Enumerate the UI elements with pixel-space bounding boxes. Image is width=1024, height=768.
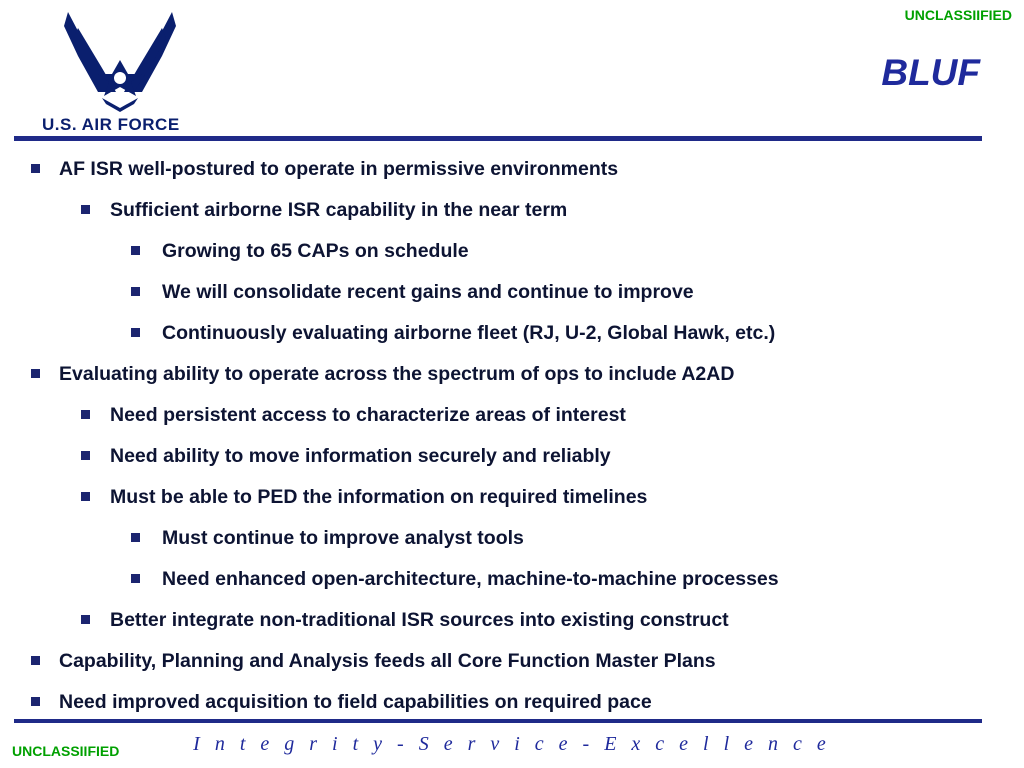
bullet-list [0, 149, 1024, 723]
bullet-text: Must be able to PED the information on required timelines [110, 486, 648, 508]
bullet-item-level-3 [0, 559, 1024, 600]
square-bullet-icon [31, 369, 40, 378]
bullet-text: AF ISR well-postured to operate in permissive environments [59, 158, 619, 180]
bullet-item-level-2 [0, 477, 1024, 518]
bullet-item-level-3 [0, 518, 1024, 559]
bullet-item-level-1 [0, 354, 1024, 395]
square-bullet-icon [131, 246, 140, 255]
slide-title: BLUF [881, 52, 980, 93]
bullet-text: Growing to 65 CAPs on schedule [162, 240, 469, 262]
bullet-item-level-2 [0, 395, 1024, 436]
square-bullet-icon [131, 328, 140, 337]
square-bullet-icon [81, 615, 90, 624]
bullet-text: Better integrate non-traditional ISR sources into existing construct [110, 609, 729, 631]
bullet-text: Need enhanced open-architecture, machine-to-machine processes [162, 568, 779, 590]
square-bullet-icon [131, 533, 140, 542]
bullet-text: Continuously evaluating airborne fleet (RJ, U-2, Global Hawk, etc.) [162, 322, 776, 344]
bullet-text: Sufficient airborne ISR capability in the near term [110, 199, 568, 221]
square-bullet-icon [31, 656, 40, 665]
bullet-text: Must continue to improve analyst tools [162, 527, 524, 549]
bullet-item-level-1 [0, 682, 1024, 723]
air-force-wordmark: U.S. AIR FORCE [42, 115, 180, 134]
square-bullet-icon [31, 164, 40, 173]
square-bullet-icon [31, 697, 40, 706]
square-bullet-icon [131, 574, 140, 583]
footer-divider [14, 719, 982, 723]
bullet-text: Need ability to move information securely and reliably [110, 445, 611, 467]
bullet-text: Capability, Planning and Analysis feeds all Core Function Master Plans [59, 650, 716, 672]
footer-motto: I n t e g r i t y - S e r v i c e - E x c e l l e n c e [193, 733, 831, 755]
bullet-item-level-2 [0, 436, 1024, 477]
bullet-item-level-3 [0, 313, 1024, 354]
bullet-item-level-2 [0, 190, 1024, 231]
bullet-item-level-3 [0, 231, 1024, 272]
bullet-text: Evaluating ability to operate across the spectrum of ops to include A2AD [59, 363, 735, 385]
square-bullet-icon [131, 287, 140, 296]
bullet-text: Need persistent access to characterize areas of interest [110, 404, 626, 426]
classification-marking-bottom: UNCLASSIIFIED [12, 743, 120, 759]
square-bullet-icon [81, 492, 90, 501]
header-divider [14, 136, 982, 141]
square-bullet-icon [81, 451, 90, 460]
bullet-item-level-1 [0, 149, 1024, 190]
bullet-text: Need improved acquisition to field capabilities on required pace [59, 691, 652, 713]
bullet-item-level-1 [0, 641, 1024, 682]
bullet-text: We will consolidate recent gains and continue to improve [162, 281, 694, 303]
air-force-logo-icon [42, 8, 198, 132]
bullet-item-level-2 [0, 600, 1024, 641]
classification-marking-top: UNCLASSIIFIED [904, 7, 1012, 23]
square-bullet-icon [81, 410, 90, 419]
bullet-item-level-3 [0, 272, 1024, 313]
square-bullet-icon [81, 205, 90, 214]
